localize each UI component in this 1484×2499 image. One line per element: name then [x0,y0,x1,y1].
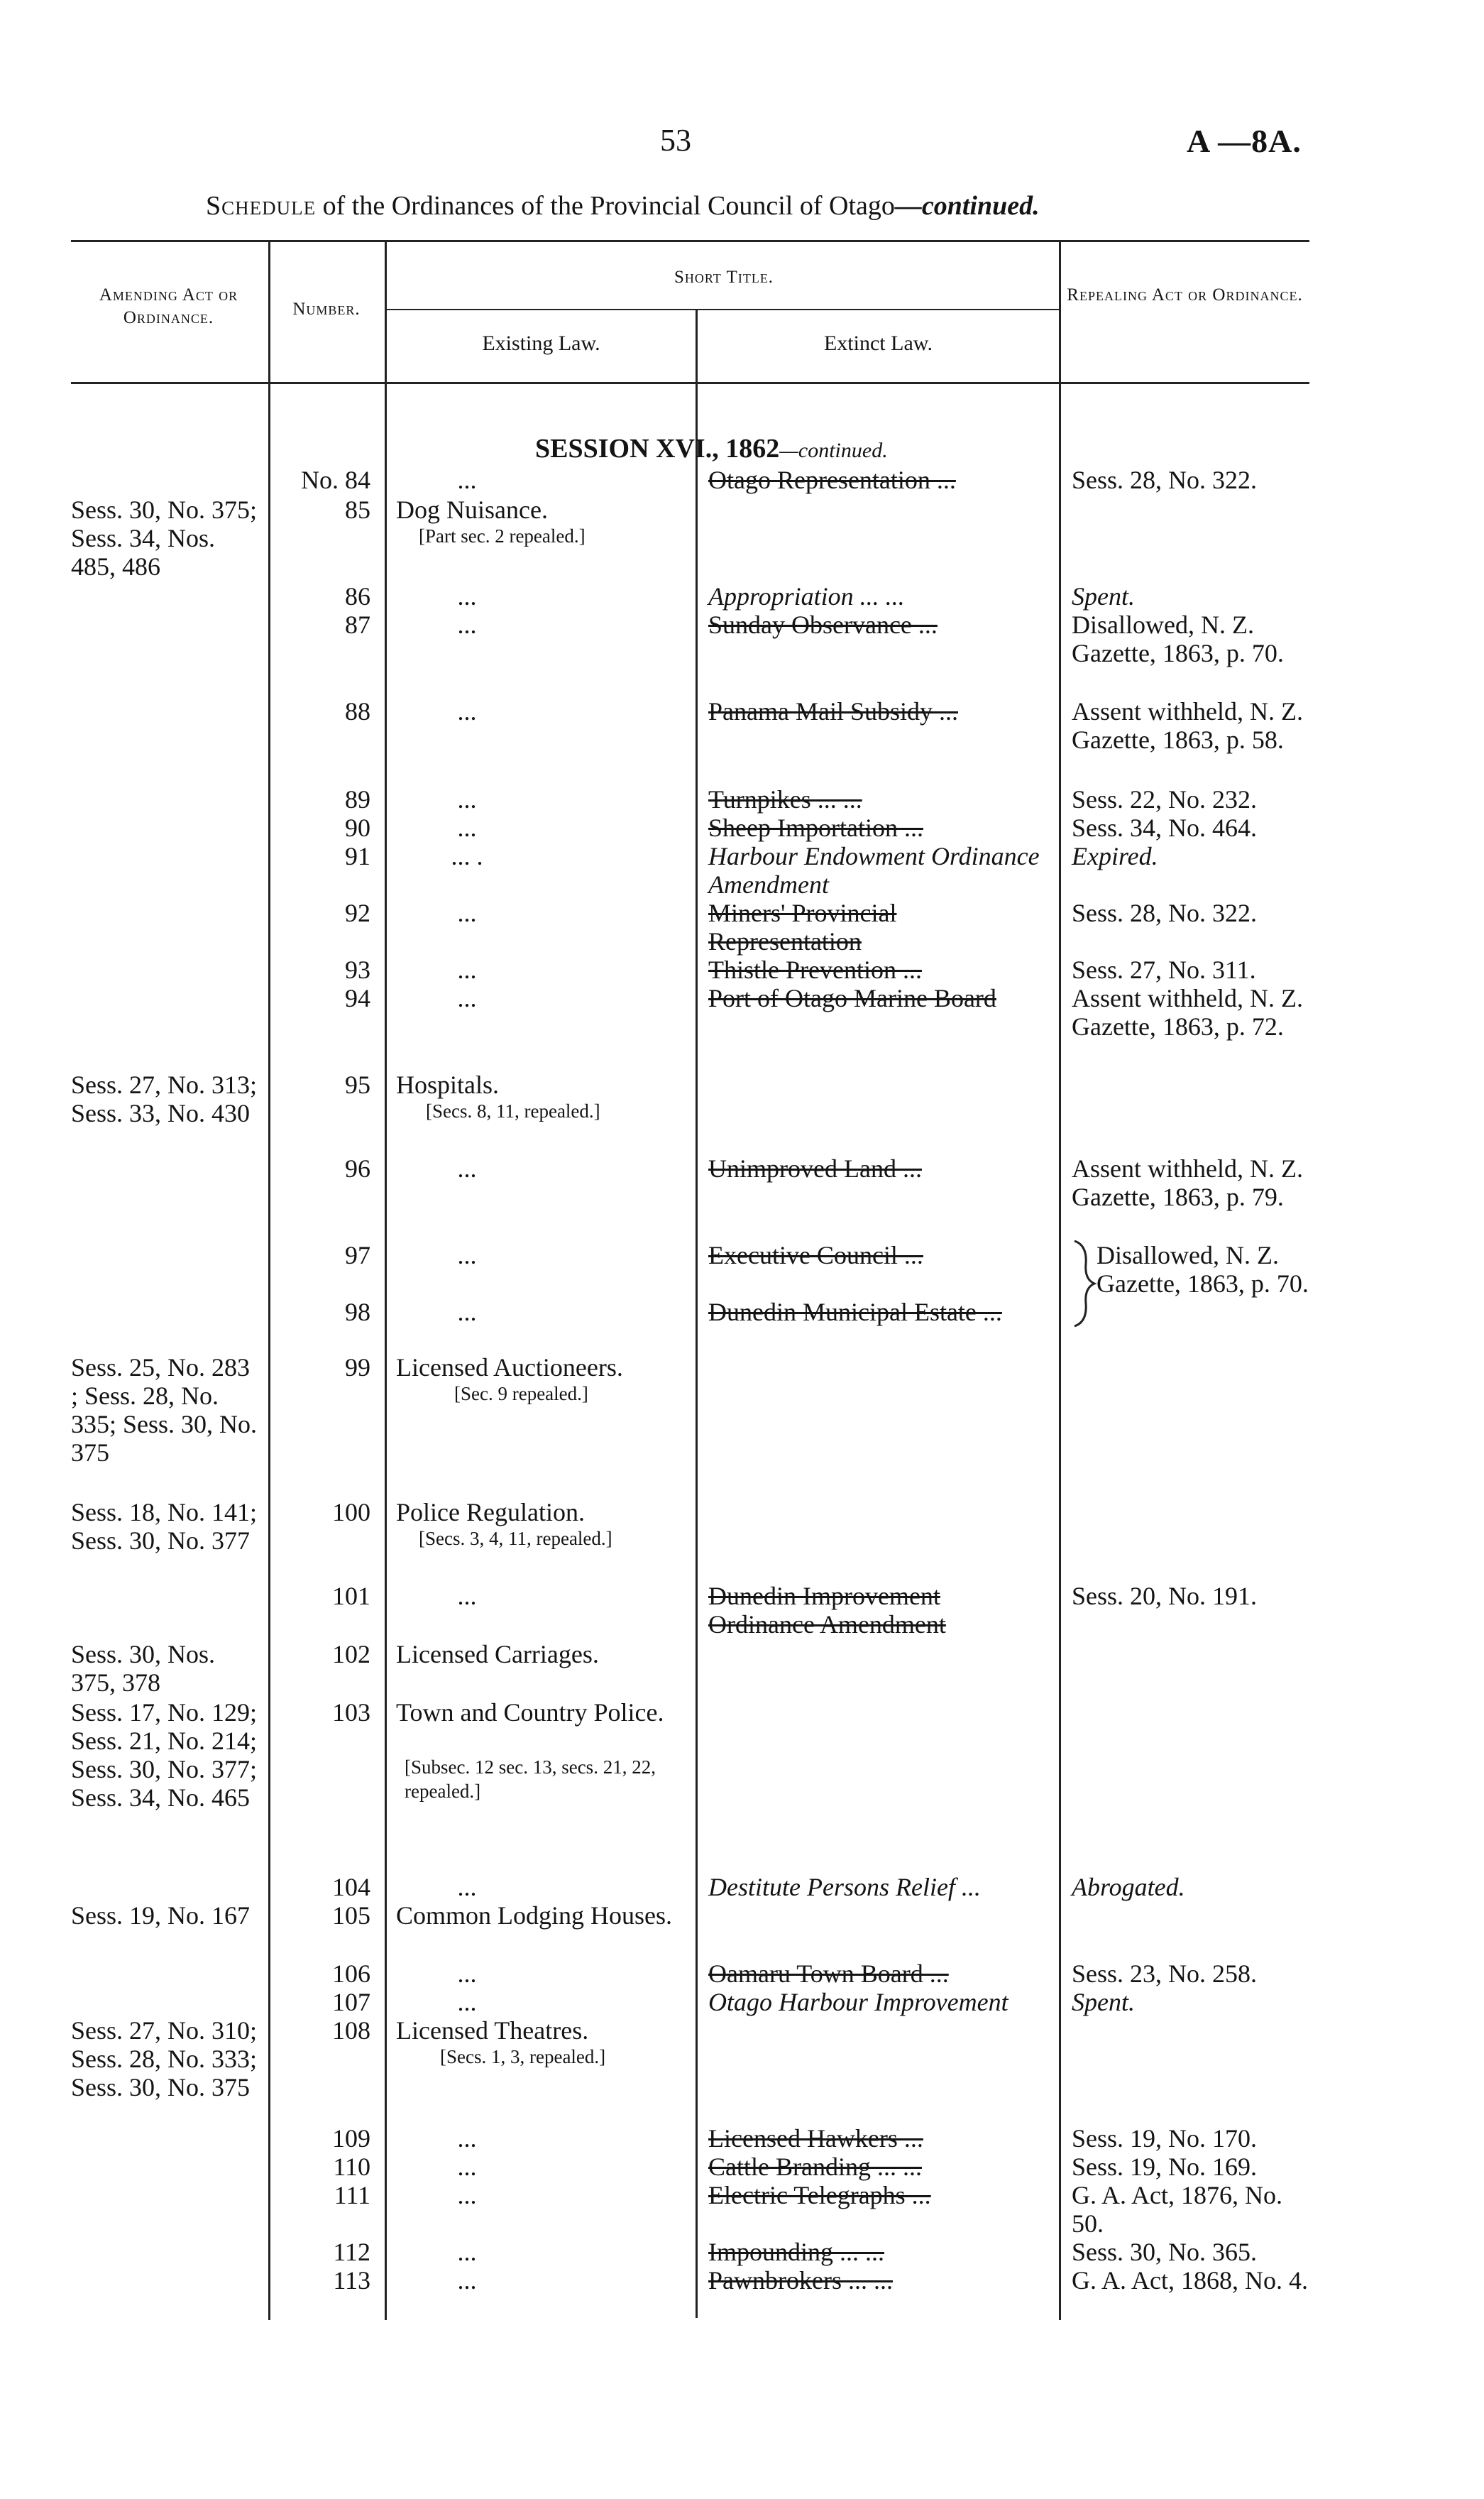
existing-law: Police Regulation. [396,1498,585,1526]
brace-icon [1069,1238,1097,1329]
repealing-act: Assent withheld, N. Z. Gazette, 1863, p. 79. [1072,1154,1303,1211]
amending-act: Sess. 30, No. 375; Sess. 34, Nos. 485, 486 [71,496,258,581]
repealing-act: Disallowed, N. Z. Gazette, 1863, p. 70. [1072,611,1284,667]
extinct-law: Pawnbrokers ... ... [708,2266,893,2295]
col-number: Number. [292,300,361,319]
existing-law: ... . [451,842,483,870]
existing-law-note: [Subsec. 12 sec. 13, secs. 21, 22, repealed.] [405,1756,656,1802]
page-number: 53 [660,123,691,158]
existing-law: ... [457,697,477,726]
existing-law: Hospitals. [396,1071,500,1099]
repealing-act: Sess. 30, No. 365. [1072,2238,1258,2266]
table-row-number: 100 [332,1498,370,1526]
table-row-number: 87 [345,611,370,639]
table-row-number: 85 [345,496,370,524]
extinct-law: Harbour Endowment Ordinance Amendment [708,842,1040,899]
existing-law: ... [457,2153,477,2181]
caption-middle: of the Ordinances of the Provincial Council of Otago [316,191,895,221]
table-top-rule [71,240,1309,242]
session-heading [535,433,888,464]
repealing-act: Sess. 28, No. 322. [1072,466,1258,494]
existing-law: Licensed Theatres. [396,2016,589,2045]
repealing-act: Sess. 20, No. 191. [1072,1582,1258,1610]
extinct-law: Destitute Persons Relief ... [708,1873,981,1901]
existing-law: ... [457,1241,477,1269]
col-repealing: Repealing Act or Ordinance. [1067,285,1303,305]
extinct-law: Sheep Importation ... [708,814,923,842]
existing-law: Licensed Auctioneers. [396,1353,623,1382]
existing-law: ... [457,2181,477,2209]
table-row-number: 94 [345,984,370,1012]
table-row-number: 109 [332,2124,370,2153]
amending-act: Sess. 19, No. 167 [71,1901,251,1930]
table-row-number: 112 [333,2238,370,2266]
existing-law: ... [457,2238,477,2266]
table-row-number: 103 [332,1698,370,1727]
table-row-number: 111 [334,2181,370,2209]
extinct-law: Cattle Branding ... ... [708,2153,922,2181]
session-suffix: —continued. [779,439,888,462]
extinct-law: Thistle Prevention ... [708,956,922,984]
existing-law: Licensed Carriages. [396,1640,599,1668]
existing-law-note: [Sec. 9 repealed.] [454,1383,588,1404]
col-existing: Existing Law. [482,332,600,355]
repealing-act: Assent withheld, N. Z. Gazette, 1863, p. 58. [1072,697,1303,754]
extinct-law: Sunday Observance ... [708,611,938,639]
extinct-law: Otago Representation ... [708,466,956,494]
existing-law: ... [457,1582,477,1610]
existing-law: ... [457,1959,477,1988]
table-row-number: 90 [345,814,370,842]
table-row-number: 110 [333,2153,370,2181]
table-row-number: 88 [345,697,370,726]
table-row-number: 98 [345,1298,370,1326]
col-short-title: Short Title. [674,268,774,287]
existing-law: ... [457,984,477,1012]
existing-law: ... [457,582,477,611]
table-row-number: 95 [345,1071,370,1099]
existing-law: ... [457,466,477,494]
extinct-law: Licensed Hawkers ... [708,2124,923,2153]
existing-law: ... [457,1988,477,2016]
existing-law: ... [457,1154,477,1183]
repealing-act: Sess. 19, No. 169. [1072,2153,1258,2181]
session-main: SESSION XVI., 1862 [535,434,780,464]
existing-law-note: [Part sec. 2 repealed.] [419,525,586,547]
repealing-act: Sess. 23, No. 258. [1072,1959,1258,1988]
caption-schedule: Schedule [206,191,317,221]
table-row-number: 107 [332,1988,370,2016]
rule-number-existing [385,240,387,2320]
existing-law: ... [457,785,477,814]
caption-continued: —continued. [894,191,1040,221]
extinct-law: Unimproved Land ... [708,1154,922,1183]
amending-act: Sess. 17, No. 129; Sess. 21, No. 214; Sess. 30, No. 377; Sess. 34, No. 465 [71,1698,258,1812]
repealing-act: G. A. Act, 1868, No. 4. [1072,2266,1308,2295]
existing-law: Common Lodging Houses. [396,1901,673,1930]
existing-law: ... [457,611,477,639]
table-row-number: 105 [332,1901,370,1930]
col-amending: Amending Act or Ordinance. [99,285,238,327]
existing-law-note: [Secs. 8, 11, repealed.] [426,1100,600,1122]
table-row-number: 97 [345,1241,370,1269]
existing-law: ... [457,814,477,842]
amending-act: Sess. 18, No. 141; Sess. 30, No. 377 [71,1498,258,1555]
existing-law: ... [457,2124,477,2153]
table-row-number: 92 [345,899,370,927]
table-row-number: 93 [345,956,370,984]
table-row-number: 108 [332,2016,370,2045]
existing-law: ... [457,2266,477,2295]
extinct-law: Appropriation ... ... [708,582,905,611]
extinct-law: Impounding ... ... [708,2238,884,2266]
extinct-law: Miners' Provincial Representation [708,899,897,956]
table-row-number: 89 [345,785,370,814]
repealing-act: Assent withheld, N. Z. Gazette, 1863, p. 72. [1072,984,1303,1041]
short-title-rule [387,309,1061,310]
table-row-number: 101 [332,1582,370,1610]
col-extinct: Extinct Law. [823,332,933,355]
table-row-number: 99 [345,1353,370,1382]
extinct-law: Panama Mail Subsidy ... [708,697,958,726]
extinct-law: Port of Otago Marine Board [708,984,996,1012]
table-row-number: 102 [332,1640,370,1668]
repealing-act: Sess. 34, No. 464. [1072,814,1258,842]
header-bottom-rule [71,382,1309,384]
table-row-number: 86 [345,582,370,611]
repealing-act: Expired. [1072,842,1158,870]
repealing-act: Spent. [1072,1988,1135,2016]
existing-law: ... [457,956,477,984]
repealing-act: Spent. [1072,582,1135,611]
repealing-act: Sess. 22, No. 232. [1072,785,1258,814]
amending-act: Sess. 25, No. 283 ; Sess. 28, No. 335; Sess. 30, No. 375 [71,1353,258,1467]
table-row-number: 104 [332,1873,370,1901]
extinct-law: Executive Council ... [708,1241,923,1269]
rule-existing-extinct [696,309,698,2318]
existing-law: Town and Country Police. [396,1698,664,1727]
extinct-law: Dunedin Improvement Ordinance Amendment [708,1582,946,1639]
repealing-act: Abrogated. [1072,1873,1185,1901]
amending-act: Sess. 30, Nos. 375, 378 [71,1640,216,1697]
existing-law: ... [457,1873,477,1901]
extinct-law: Dunedin Municipal Estate ... [708,1298,1002,1326]
repealing-act: Sess. 28, No. 322. [1072,899,1258,927]
rule-amend-number [268,240,270,2320]
repealing-act: Sess. 27, No. 311. [1072,956,1256,984]
existing-law: Dog Nuisance. [396,496,548,524]
repealing-act: Disallowed, N. Z. Gazette, 1863, p. 70. [1096,1241,1309,1298]
document-reference: A —8A. [1187,123,1302,159]
rule-extinct-repealing [1059,240,1061,2320]
extinct-law: Otago Harbour Improvement [708,1988,1008,2016]
existing-law-note: [Secs. 3, 4, 11, repealed.] [419,1528,612,1549]
amending-act: Sess. 27, No. 310; Sess. 28, No. 333; Sess. 30, No. 375 [71,2016,258,2101]
extinct-law: Electric Telegraphs ... [708,2181,931,2209]
table-row-number: 106 [332,1959,370,1988]
existing-law: ... [457,1298,477,1326]
existing-law-note: [Secs. 1, 3, repealed.] [440,2046,606,2067]
repealing-act: G. A. Act, 1876, No. 50. [1072,2181,1282,2238]
table-row-number: No. 84 [301,466,370,494]
table-row-number: 113 [333,2266,370,2295]
table-row-number: 91 [345,842,370,870]
extinct-law: Turnpikes ... ... [708,785,862,814]
amending-act: Sess. 27, No. 313; Sess. 33, No. 430 [71,1071,258,1127]
table-row-number: 96 [345,1154,370,1183]
extinct-law: Oamaru Town Board ... [708,1959,949,1988]
existing-law: ... [457,899,477,927]
repealing-act: Sess. 19, No. 170. [1072,2124,1258,2153]
